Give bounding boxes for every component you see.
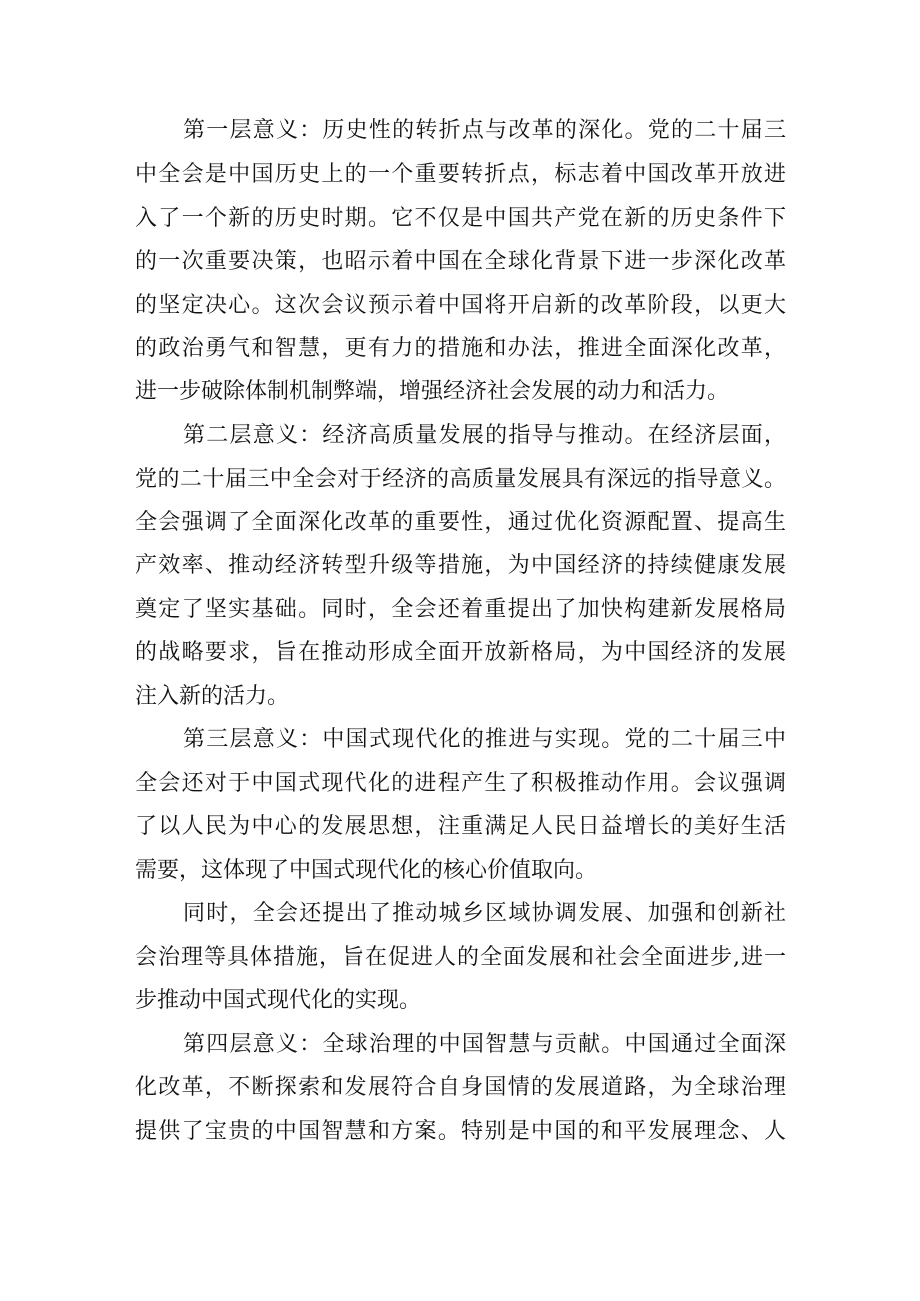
paragraph-1-line-2: 中全会是中国历史上的一个重要转折点，标志着中国改革开放进: [135, 162, 786, 187]
paragraph-2-line-1: 第二层意义：经济高质量发展的指导与推动。在经济层面，: [183, 423, 786, 448]
paragraph-1-line-3: 入了一个新的历史时期。它不仅是中国共产党在新的历史条件下: [135, 206, 786, 231]
paragraph-5-line-2: 化改革，不断探索和发展符合自身国情的发展道路，为全球治理: [135, 1075, 786, 1100]
paragraph-2-line-3: 全会强调了全面深化改革的重要性，通过优化资源配置、提高生: [135, 510, 786, 535]
paragraph-4-line-3: 步推动中国式现代化的实现。: [135, 988, 422, 1013]
paragraph-2-line-4: 产效率、推动经济转型升级等措施，为中国经济的持续健康发展: [135, 553, 786, 578]
paragraph-1-line-7: 进一步破除体制机制弊端，增强经济社会发展的动力和活力。: [135, 379, 730, 404]
paragraph-5-line-1: 第四层意义：全球治理的中国智慧与贡献。中国通过全面深: [183, 1032, 786, 1057]
paragraph-2-line-2: 党的二十届三中全会对于经济的高质量发展具有深远的指导意义。: [135, 467, 786, 492]
paragraph-1-line-6: 的政治勇气和智慧，更有力的措施和办法，推进全面深化改革，: [135, 336, 786, 361]
paragraph-4-line-2: 会治理等具体措施，旨在促进人的全面发展和社会全面进步,进一: [135, 945, 786, 970]
paragraph-3-line-3: 了以人民为中心的发展思想，注重满足人民日益增长的美好生活: [135, 814, 786, 839]
paragraph-2-line-5: 奠定了坚实基础。同时，全会还着重提出了加快构建新发展格局: [135, 597, 786, 622]
paragraph-4-line-1: 同时，全会还提出了推动城乡区域协调发展、加强和创新社: [183, 901, 786, 926]
paragraph-1-line-1: 第一层意义：历史性的转折点与改革的深化。党的二十届三: [183, 118, 786, 143]
paragraph-2-line-7: 注入新的活力。: [135, 684, 290, 709]
paragraph-3-line-1: 第三层意义：中国式现代化的推进与实现。党的二十届三中: [183, 727, 786, 752]
paragraph-1-line-5: 的坚定决心。这次会议预示着中国将开启新的改革阶段，以更大: [135, 293, 786, 318]
paragraph-2-line-6: 的战略要求，旨在推动形成全面开放新格局，为中国经济的发展: [135, 640, 786, 665]
paragraph-3-line-2: 全会还对于中国式现代化的进程产生了积极推动作用。会议强调: [135, 771, 786, 796]
paragraph-1-line-4: 的一次重要决策，也昭示着中国在全球化背景下进一步深化改革: [135, 249, 786, 274]
paragraph-3-line-4: 需要，这体现了中国式现代化的核心价值取向。: [135, 858, 598, 883]
paragraph-5-line-3: 提供了宝贵的中国智慧和方案。特别是中国的和平发展理念、人: [135, 1119, 786, 1144]
